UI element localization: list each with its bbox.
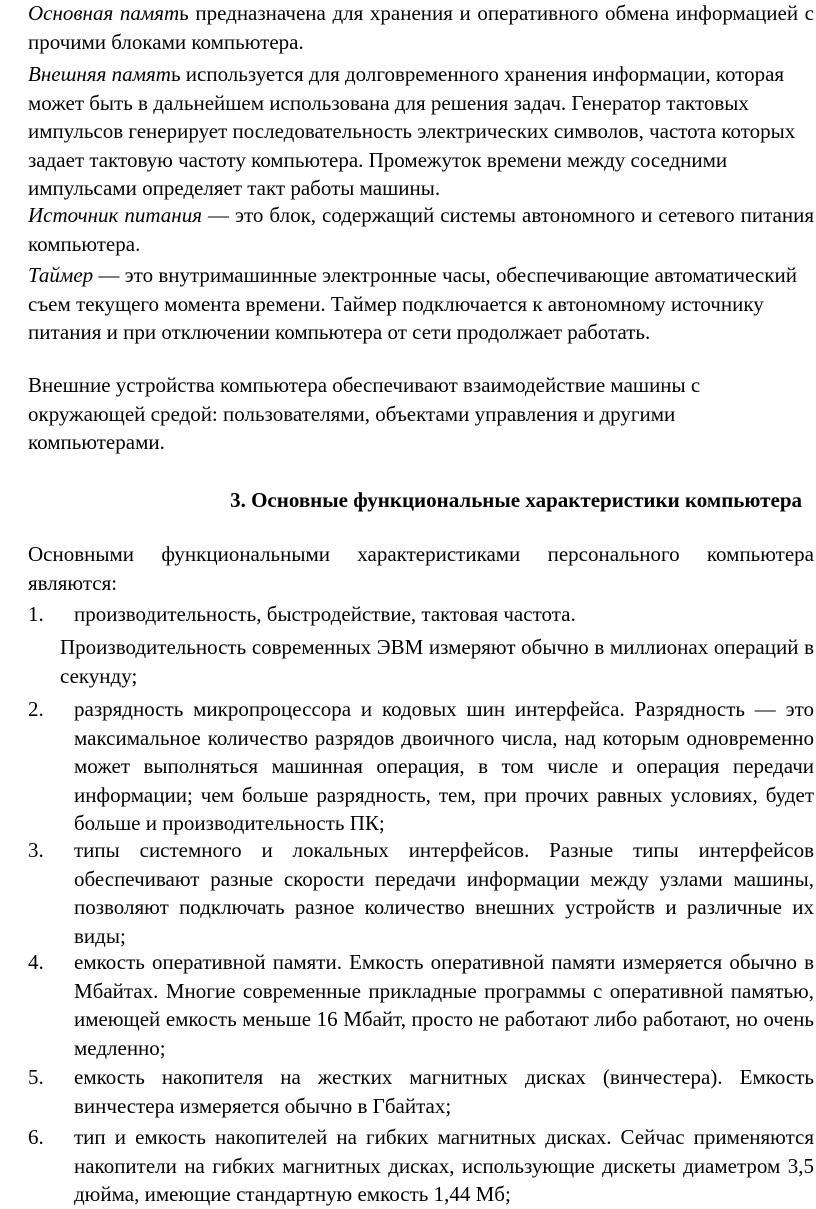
list-item-number: 5.: [28, 1065, 44, 1089]
list-item-text: тип и емкость накопителей на гибких магнитных дисках. Сейчас применяются накопители на гибких магнитных дисках, использующие дискеты диаметром 3,5 дюйма, имеющие стандартную емкость 1,44 Мб;: [74, 1125, 814, 1207]
paragraph-timer: [28, 261, 798, 347]
list-item-2: [28, 695, 814, 838]
term-external-memory: Внешняя памят: [28, 62, 171, 86]
paragraph-main-memory: [28, 0, 814, 56]
paragraph-external-memory: [28, 60, 798, 203]
list-item-number: 2.: [28, 697, 44, 721]
section-intro: Основными функциональными характеристиками персонального компьютера являются:: [28, 542, 814, 595]
list-item-1-note: Производительность современных ЭВМ измеряют обычно в миллионах операций в секунду;: [60, 635, 814, 688]
term-timer: Таймер: [28, 263, 94, 287]
list-item-text: емкость накопителя на жестких магнитных дисках (винчестера). Емкость винчестера измеряется обычно в Гбайтах;: [74, 1065, 814, 1118]
list-item-number: 4.: [28, 950, 44, 974]
list-item-3: [28, 836, 814, 950]
paragraph-main-memory-text: предназначена для хранения и оперативного обмена информацией с прочими блоками компьютера.: [28, 1, 814, 54]
list-item-text: типы системного и локальных интерфейсов. Разные типы интерфейсов обеспечивают разные скорости передачи информации между узлами машины, позволяют подключать разное количество внешних устройств и различные их виды;: [74, 838, 814, 948]
section-heading: 3. Основные функциональные характеристики компьютера: [230, 488, 802, 512]
term-power-supply: Источник питания: [28, 203, 202, 227]
list-item-text: емкость оперативной памяти. Емкость оперативной памяти измеряется обычно в Мбайтах. Многие современные прикладные программы с оперативной памятью, имеющей емкость меньше 16 Мбайт, просто не работают либо работают, но очень медленно;: [74, 950, 814, 1060]
list-item-6: [28, 1123, 814, 1209]
paragraph-external-devices: Внешние устройства компьютера обеспечивают взаимодействие машины с окружающей средой: пользователями, объектами управления и другими компьютерами.: [28, 373, 701, 455]
list-item-4: [28, 948, 814, 1062]
list-item-number: 3.: [28, 838, 44, 862]
list-item-text: производительность, быстродействие, тактовая частота.: [74, 602, 576, 626]
term-main-memory-tail: ь: [179, 1, 189, 25]
paragraph-timer-text: — это внутримашинные электронные часы, обеспечивающие автоматический съем текущего момента времени. Таймер подключается к автономному источнику питания и при отключении компьютера от сети продолжает работать.: [28, 263, 797, 345]
paragraph-power-supply-text: — это блок, содержащий системы автономного и сетевого питания компьютера.: [28, 203, 814, 256]
paragraph-external-memory-text: используется для долговременного хранения информации, которая может быть в дальнейшем использована для решения задач. Генератор тактовых импульсов генерирует последовательность электрических символов, частота которых задает тактовую частоту компьютера. Промежуток времени между соседними импульсами определяет такт работы машины.: [28, 62, 796, 201]
paragraph-power-supply: [28, 201, 814, 258]
term-external-memory-tail: ь: [170, 62, 181, 86]
list-item-1: [28, 600, 814, 629]
list-item-text: разрядность микропроцессора и кодовых шин интерфейса. Разрядность — это максимальное количество разрядов двоичного числа, над которым одновременно может выполняться машинная операция, в том числе и операция передачи информации; чем больше разрядность, тем, при прочих равных условиях, будет больше и производительность ПК;: [74, 697, 814, 836]
list-item-number: 6.: [28, 1125, 44, 1149]
list-item-number: 1.: [28, 602, 44, 626]
list-item-5: [28, 1063, 814, 1120]
term-main-memory: Основная памят: [28, 1, 180, 25]
